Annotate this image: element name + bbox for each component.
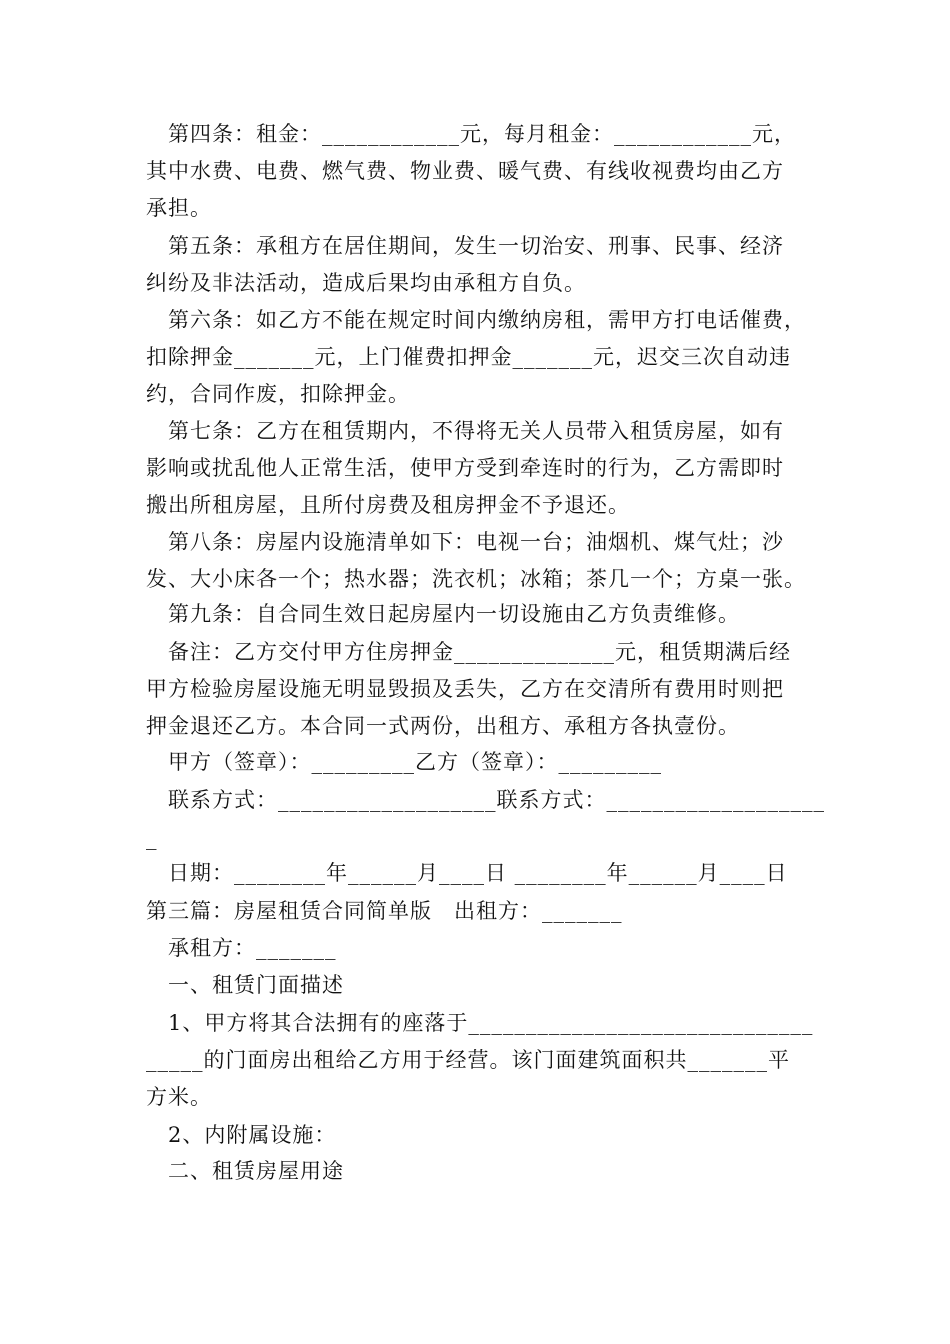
text-line: 纠纷及非法活动，造成后果均由承租方自负。 bbox=[146, 271, 586, 295]
text-line: 搬出所租房屋，且所付房费及租房押金不予退还。 bbox=[146, 493, 630, 517]
text-line: 第三篇：房屋租赁合同简单版 出租方：_______ bbox=[146, 899, 623, 923]
text-line: 甲方（签章）：_________乙方（签章）：_________ bbox=[146, 750, 662, 774]
text-line: _____的门面房出租给乙方用于经营。该门面建筑面积共_______平 bbox=[146, 1048, 790, 1072]
text-line: _ bbox=[146, 826, 158, 850]
text-line: 甲方检验房屋设施无明显毁损及丢失，乙方在交清所有费用时则把 bbox=[146, 677, 784, 701]
text-line: 第五条：承租方在居住期间，发生一切治安、刑事、民事、经济 bbox=[146, 234, 784, 258]
text-line: 扣除押金_______元，上门催费扣押金_______元，迟交三次自动违 bbox=[146, 345, 791, 369]
text-line: 第六条：如乙方不能在规定时间内缴纳房租，需甲方打电话催费， bbox=[146, 308, 806, 332]
text-line: 一、租赁门面描述 bbox=[146, 973, 344, 997]
text-line: 其中水费、电费、燃气费、物业费、暖气费、有线收视费均由乙方 bbox=[146, 159, 784, 183]
text-line: 承担。 bbox=[146, 196, 212, 220]
text-line: 发、大小床各一个；热水器；洗衣机；冰箱；茶几一个；方桌一张。 bbox=[146, 567, 806, 591]
text-line: 第四条：租金：____________元，每月租金：____________元， bbox=[146, 122, 796, 146]
text-line: 押金退还乙方。本合同一式两份，出租方、承租方各执壹份。 bbox=[146, 714, 740, 738]
text-line: 约，合同作废，扣除押金。 bbox=[146, 382, 410, 406]
text-line: 第八条：房屋内设施清单如下：电视一台；油烟机、煤气灶；沙 bbox=[146, 530, 784, 554]
text-line: 第九条：自合同生效日起房屋内一切设施由乙方负责维修。 bbox=[146, 602, 740, 626]
text-line: 影响或扰乱他人正常生活，使甲方受到牵连时的行为，乙方需即时 bbox=[146, 456, 784, 480]
text-line: 2、内附属设施： bbox=[146, 1123, 337, 1147]
text-line: 第七条：乙方在租赁期内，不得将无关人员带入租赁房屋，如有 bbox=[146, 419, 784, 443]
text-line: 日期：________年______月____日 ________年______月____日 bbox=[146, 861, 788, 885]
text-line: 二、租赁房屋用途 bbox=[146, 1159, 344, 1183]
text-line: 方米。 bbox=[146, 1085, 212, 1109]
text-line: 备注：乙方交付甲方住房押金______________元，租赁期满后经 bbox=[146, 640, 791, 664]
text-line: 联系方式：___________________联系方式：___________________ bbox=[146, 788, 825, 812]
text-line: 1、甲方将其合法拥有的座落于______________________________ bbox=[146, 1011, 814, 1035]
text-line: 承租方：_______ bbox=[146, 936, 337, 960]
